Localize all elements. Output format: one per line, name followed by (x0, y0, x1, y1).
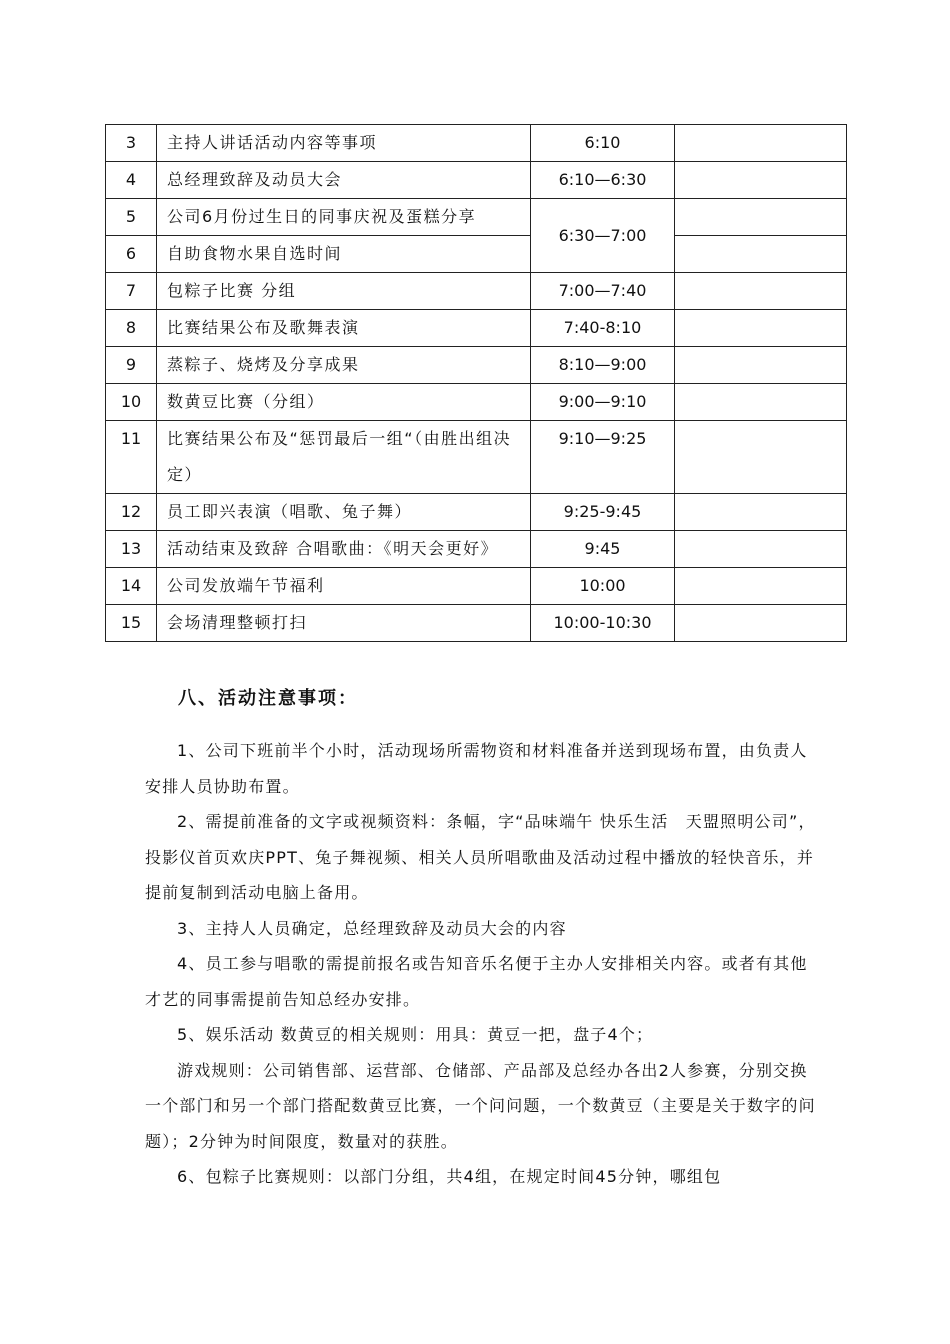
time-cell: 10:00-10:30 (531, 605, 675, 642)
note-paragraph: 4、员工参与唱歌的需提前报名或告知音乐名便于主办人安排相关内容。或者有其他才艺的同事需提前告知总经办安排。 (145, 954, 808, 1009)
activity-cell: 包粽子比赛 分组 (157, 273, 531, 310)
table-row (106, 162, 847, 199)
remark-cell (675, 421, 847, 494)
activity-cell: 员工即兴表演（唱歌、兔子舞） (157, 494, 531, 531)
note-paragraph: 游戏规则：公司销售部、运营部、仓储部、产品部及总经办各出2人参赛，分别交换一个部门和另一个部门搭配数黄豆比赛，一个问问题，一个数黄豆（主要是关于数字的问题）；2分钟为时间限度，数量对的获胜。 (145, 1060, 816, 1151)
note-paragraph: 1、公司下班前半个小时，活动现场所需物资和材料准备并送到现场布置，由负责人安排人员协助布置。 (145, 741, 808, 796)
remark-cell (675, 494, 847, 531)
activity-cell: 自助食物水果自选时间 (157, 236, 531, 273)
notes-body (145, 733, 820, 1195)
remark-cell (675, 347, 847, 384)
row-number: 14 (106, 568, 157, 605)
time-cell: 7:40-8:10 (531, 310, 675, 347)
table-row (106, 125, 847, 162)
row-number: 7 (106, 273, 157, 310)
time-cell: 9:10—9:25 (531, 421, 675, 494)
row-number: 5 (106, 199, 157, 236)
time-cell: 6:30—7:00 (531, 199, 675, 273)
row-number: 8 (106, 310, 157, 347)
note-paragraph: 5、娱乐活动 数黄豆的相关规则：用具：黄豆一把，盘子4个； (177, 1025, 654, 1044)
time-cell: 9:00—9:10 (531, 384, 675, 421)
activity-cell: 公司6月份过生日的同事庆祝及蛋糕分享 (157, 199, 531, 236)
remark-cell (675, 310, 847, 347)
row-number: 10 (106, 384, 157, 421)
table-row (106, 236, 847, 273)
activity-cell: 比赛结果公布及歌舞表演 (157, 310, 531, 347)
time-cell: 9:45 (531, 531, 675, 568)
table-row (106, 605, 847, 642)
table-row (106, 347, 847, 384)
activity-cell: 总经理致辞及动员大会 (157, 162, 531, 199)
remark-cell (675, 605, 847, 642)
time-cell: 6:10—6:30 (531, 162, 675, 199)
remark-cell (675, 162, 847, 199)
row-number: 15 (106, 605, 157, 642)
time-cell: 6:10 (531, 125, 675, 162)
remark-cell (675, 273, 847, 310)
activity-cell: 比赛结果公布及“惩罚最后一组“（由胜出组决定） (157, 421, 531, 494)
table-row (106, 384, 847, 421)
activity-cell: 数黄豆比赛（分组） (157, 384, 531, 421)
table-row (106, 421, 847, 494)
table-row (106, 568, 847, 605)
time-cell: 8:10—9:00 (531, 347, 675, 384)
remark-cell (675, 384, 847, 421)
note-paragraph: 6、包粽子比赛规则：以部门分组，共4组，在规定时间45分钟，哪组包 (177, 1167, 722, 1186)
time-cell: 7:00—7:40 (531, 273, 675, 310)
section-heading: 八、活动注意事项： (178, 688, 358, 709)
remark-cell (675, 199, 847, 236)
remark-cell (675, 531, 847, 568)
remark-cell (675, 125, 847, 162)
schedule-table (105, 124, 847, 642)
note-paragraph: 2、需提前准备的文字或视频资料：条幅，字“品味端午 快乐生活 天盟照明公司”，投影仪首页欢庆PPT、兔子舞视频、相关人员所唱歌曲及活动过程中播放的轻快音乐，并提前复制到活动电脑上备用。 (145, 812, 816, 902)
activity-cell: 主持人讲话活动内容等事项 (157, 125, 531, 162)
time-cell: 9:25-9:45 (531, 494, 675, 531)
note-paragraph: 3、主持人人员确定，总经理致辞及动员大会的内容 (177, 918, 567, 938)
row-number: 12 (106, 494, 157, 531)
row-number: 13 (106, 531, 157, 568)
row-number: 9 (106, 347, 157, 384)
table-row (106, 494, 847, 531)
remark-cell (675, 568, 847, 605)
table-row (106, 310, 847, 347)
time-cell: 10:00 (531, 568, 675, 605)
row-number: 3 (106, 125, 157, 162)
row-number: 6 (106, 236, 157, 273)
table-row (106, 273, 847, 310)
activity-cell: 公司发放端午节福利 (157, 568, 531, 605)
activity-cell: 活动结束及致辞 合唱歌曲：《明天会更好》 (157, 531, 531, 568)
activity-cell: 蒸粽子、烧烤及分享成果 (157, 347, 531, 384)
row-number: 4 (106, 162, 157, 199)
activity-cell: 会场清理整顿打扫 (157, 605, 531, 642)
row-number: 11 (106, 421, 157, 494)
remark-cell (675, 236, 847, 273)
table-row (106, 199, 847, 236)
table-row (106, 531, 847, 568)
